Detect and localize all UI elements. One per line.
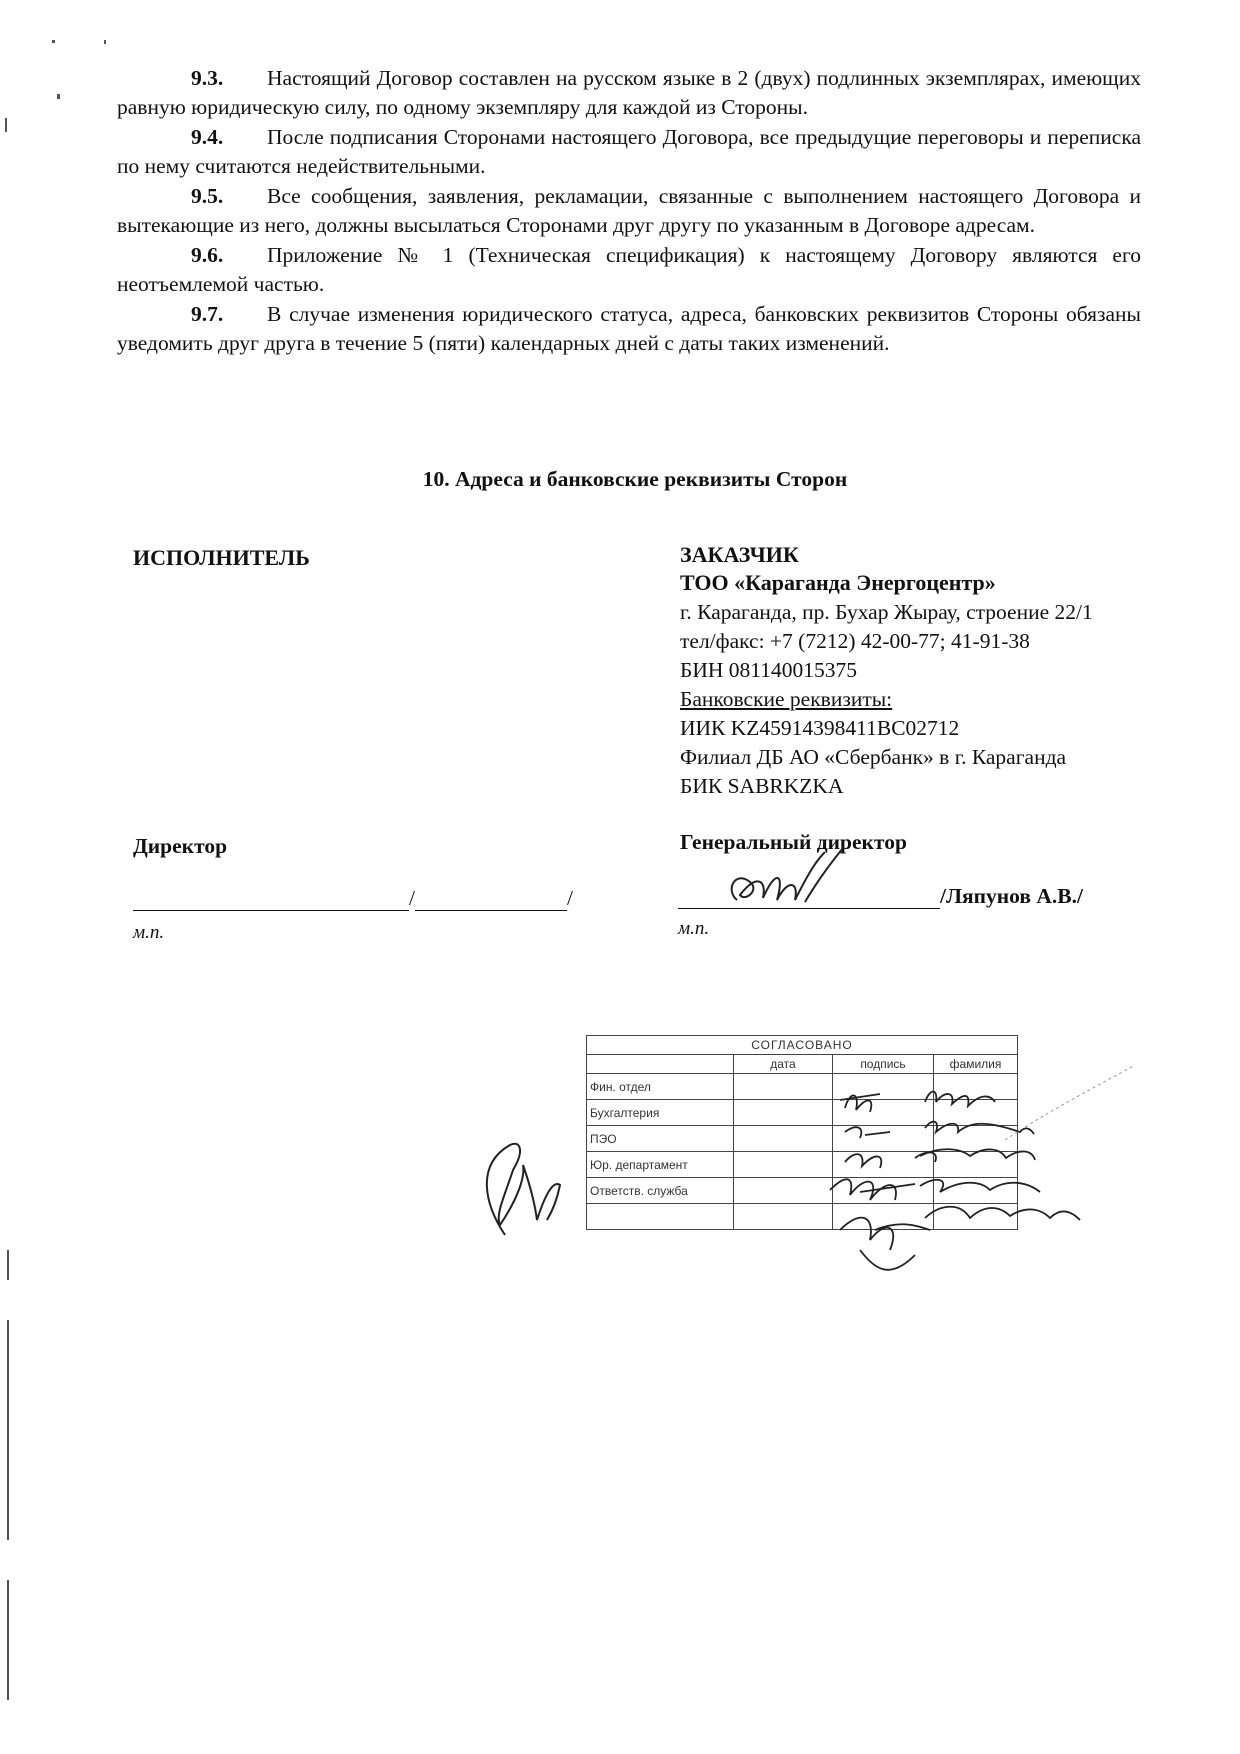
bank-details-header: Банковские реквизиты: — [680, 687, 893, 711]
clause-9-7 — [117, 300, 1141, 358]
scan-speck — [7, 1580, 9, 1700]
name-line — [415, 888, 567, 911]
clause-9-5 — [117, 182, 1141, 240]
approval-title: СОГЛАСОВАНО — [587, 1036, 1018, 1055]
col-surname: фамилия — [934, 1055, 1018, 1074]
customer-signature-line — [678, 884, 1083, 909]
executor-position: Директор — [133, 834, 228, 858]
clause-number: 9.7. — [191, 302, 224, 326]
customer-iik: ИИК KZ45914398411BC02712 — [680, 716, 960, 740]
customer-role: ЗАКАЗЧИК — [680, 542, 799, 567]
clause-text: Настоящий Договор составлен на русском языке в 2 (двух) подлинных экземплярах, имеющих равную юридическую силу, по одному экземпляру для каждой из Стороны. — [117, 66, 1141, 119]
signature-line — [678, 886, 940, 909]
clause-9-4 — [117, 123, 1141, 181]
customer-phone: тел/факс: +7 (7212) 42-00-77; 41-91-38 — [680, 629, 1030, 653]
table-row — [587, 1178, 1018, 1204]
table-row — [587, 1126, 1018, 1152]
clause-number: 9.6. — [191, 243, 224, 267]
clause-number: 9.3. — [191, 66, 224, 90]
customer-address: г. Караганда, пр. Бухар Жырау, строение 22/1 — [680, 600, 1093, 624]
clause-number: 9.5. — [191, 184, 224, 208]
executor-block — [133, 545, 310, 571]
approval-stamp — [586, 1035, 1018, 1230]
table-row — [587, 1074, 1018, 1100]
clause-text: Приложение № 1 (Техническая спецификация) к настоящему Договору являются его неотъемлемой частью. — [117, 243, 1141, 296]
scan-speck — [7, 1320, 9, 1540]
row-label: Юр. департамент — [587, 1152, 734, 1178]
customer-block — [680, 542, 1200, 801]
scan-speck — [7, 1250, 9, 1280]
row-label: Фин. отдел — [587, 1074, 734, 1100]
clauses-list — [117, 64, 1141, 359]
customer-bik: БИК SABRKZKA — [680, 774, 844, 798]
customer-bank: Филиал ДБ АО «Сбербанк» в г. Караганда — [680, 745, 1067, 769]
scan-speck — [104, 40, 106, 44]
table-row — [587, 1100, 1018, 1126]
table-row — [587, 1152, 1018, 1178]
approval-table — [586, 1035, 1018, 1230]
clause-9-6 — [117, 241, 1141, 299]
col-signature: подпись — [833, 1055, 934, 1074]
customer-bin: БИН 081140015375 — [680, 658, 857, 682]
row-label: Бухгалтерия — [587, 1100, 734, 1126]
col-date: дата — [734, 1055, 833, 1074]
clause-9-3 — [117, 64, 1141, 122]
executor-signature-line: / / — [133, 886, 573, 911]
clause-text: Все сообщения, заявления, рекламации, связанные с выполнением настоящего Договора и вытекающие из него, должны высылаться Сторонами друг другу по указанным в Договоре адресам. — [117, 184, 1141, 237]
customer-details — [680, 598, 1200, 801]
row-label: Ответств. служба — [587, 1178, 734, 1204]
customer-company: ТОО «Караганда Энергоцентр» — [680, 570, 996, 595]
clause-number: 9.4. — [191, 125, 224, 149]
executor-role: ИСПОЛНИТЕЛЬ — [133, 545, 310, 570]
customer-signatory: /Ляпунов А.В./ — [940, 884, 1083, 908]
customer-stamp-mark: м.п. — [678, 918, 710, 939]
scan-speck — [57, 94, 60, 99]
signature-line — [133, 888, 409, 911]
executor-stamp-mark: м.п. — [133, 922, 165, 943]
clause-text: После подписания Сторонами настоящего Договора, все предыдущие переговоры и переписка по нему считаются недействительными. — [117, 125, 1141, 178]
customer-position: Генеральный директор — [680, 830, 907, 854]
approval-signature-left — [465, 1125, 575, 1245]
scan-speck — [5, 118, 7, 132]
scan-scratches — [1000, 1060, 1140, 1150]
scan-speck — [52, 40, 55, 43]
section-title: 10. Адреса и банковские реквизиты Сторон — [422, 467, 848, 491]
clause-text: В случае изменения юридического статуса, адреса, банковских реквизитов Стороны обязаны уведомить друг друга в течение 5 (пяти) календарных дней с даты таких изменений. — [117, 302, 1141, 355]
row-label: ПЭО — [587, 1126, 734, 1152]
